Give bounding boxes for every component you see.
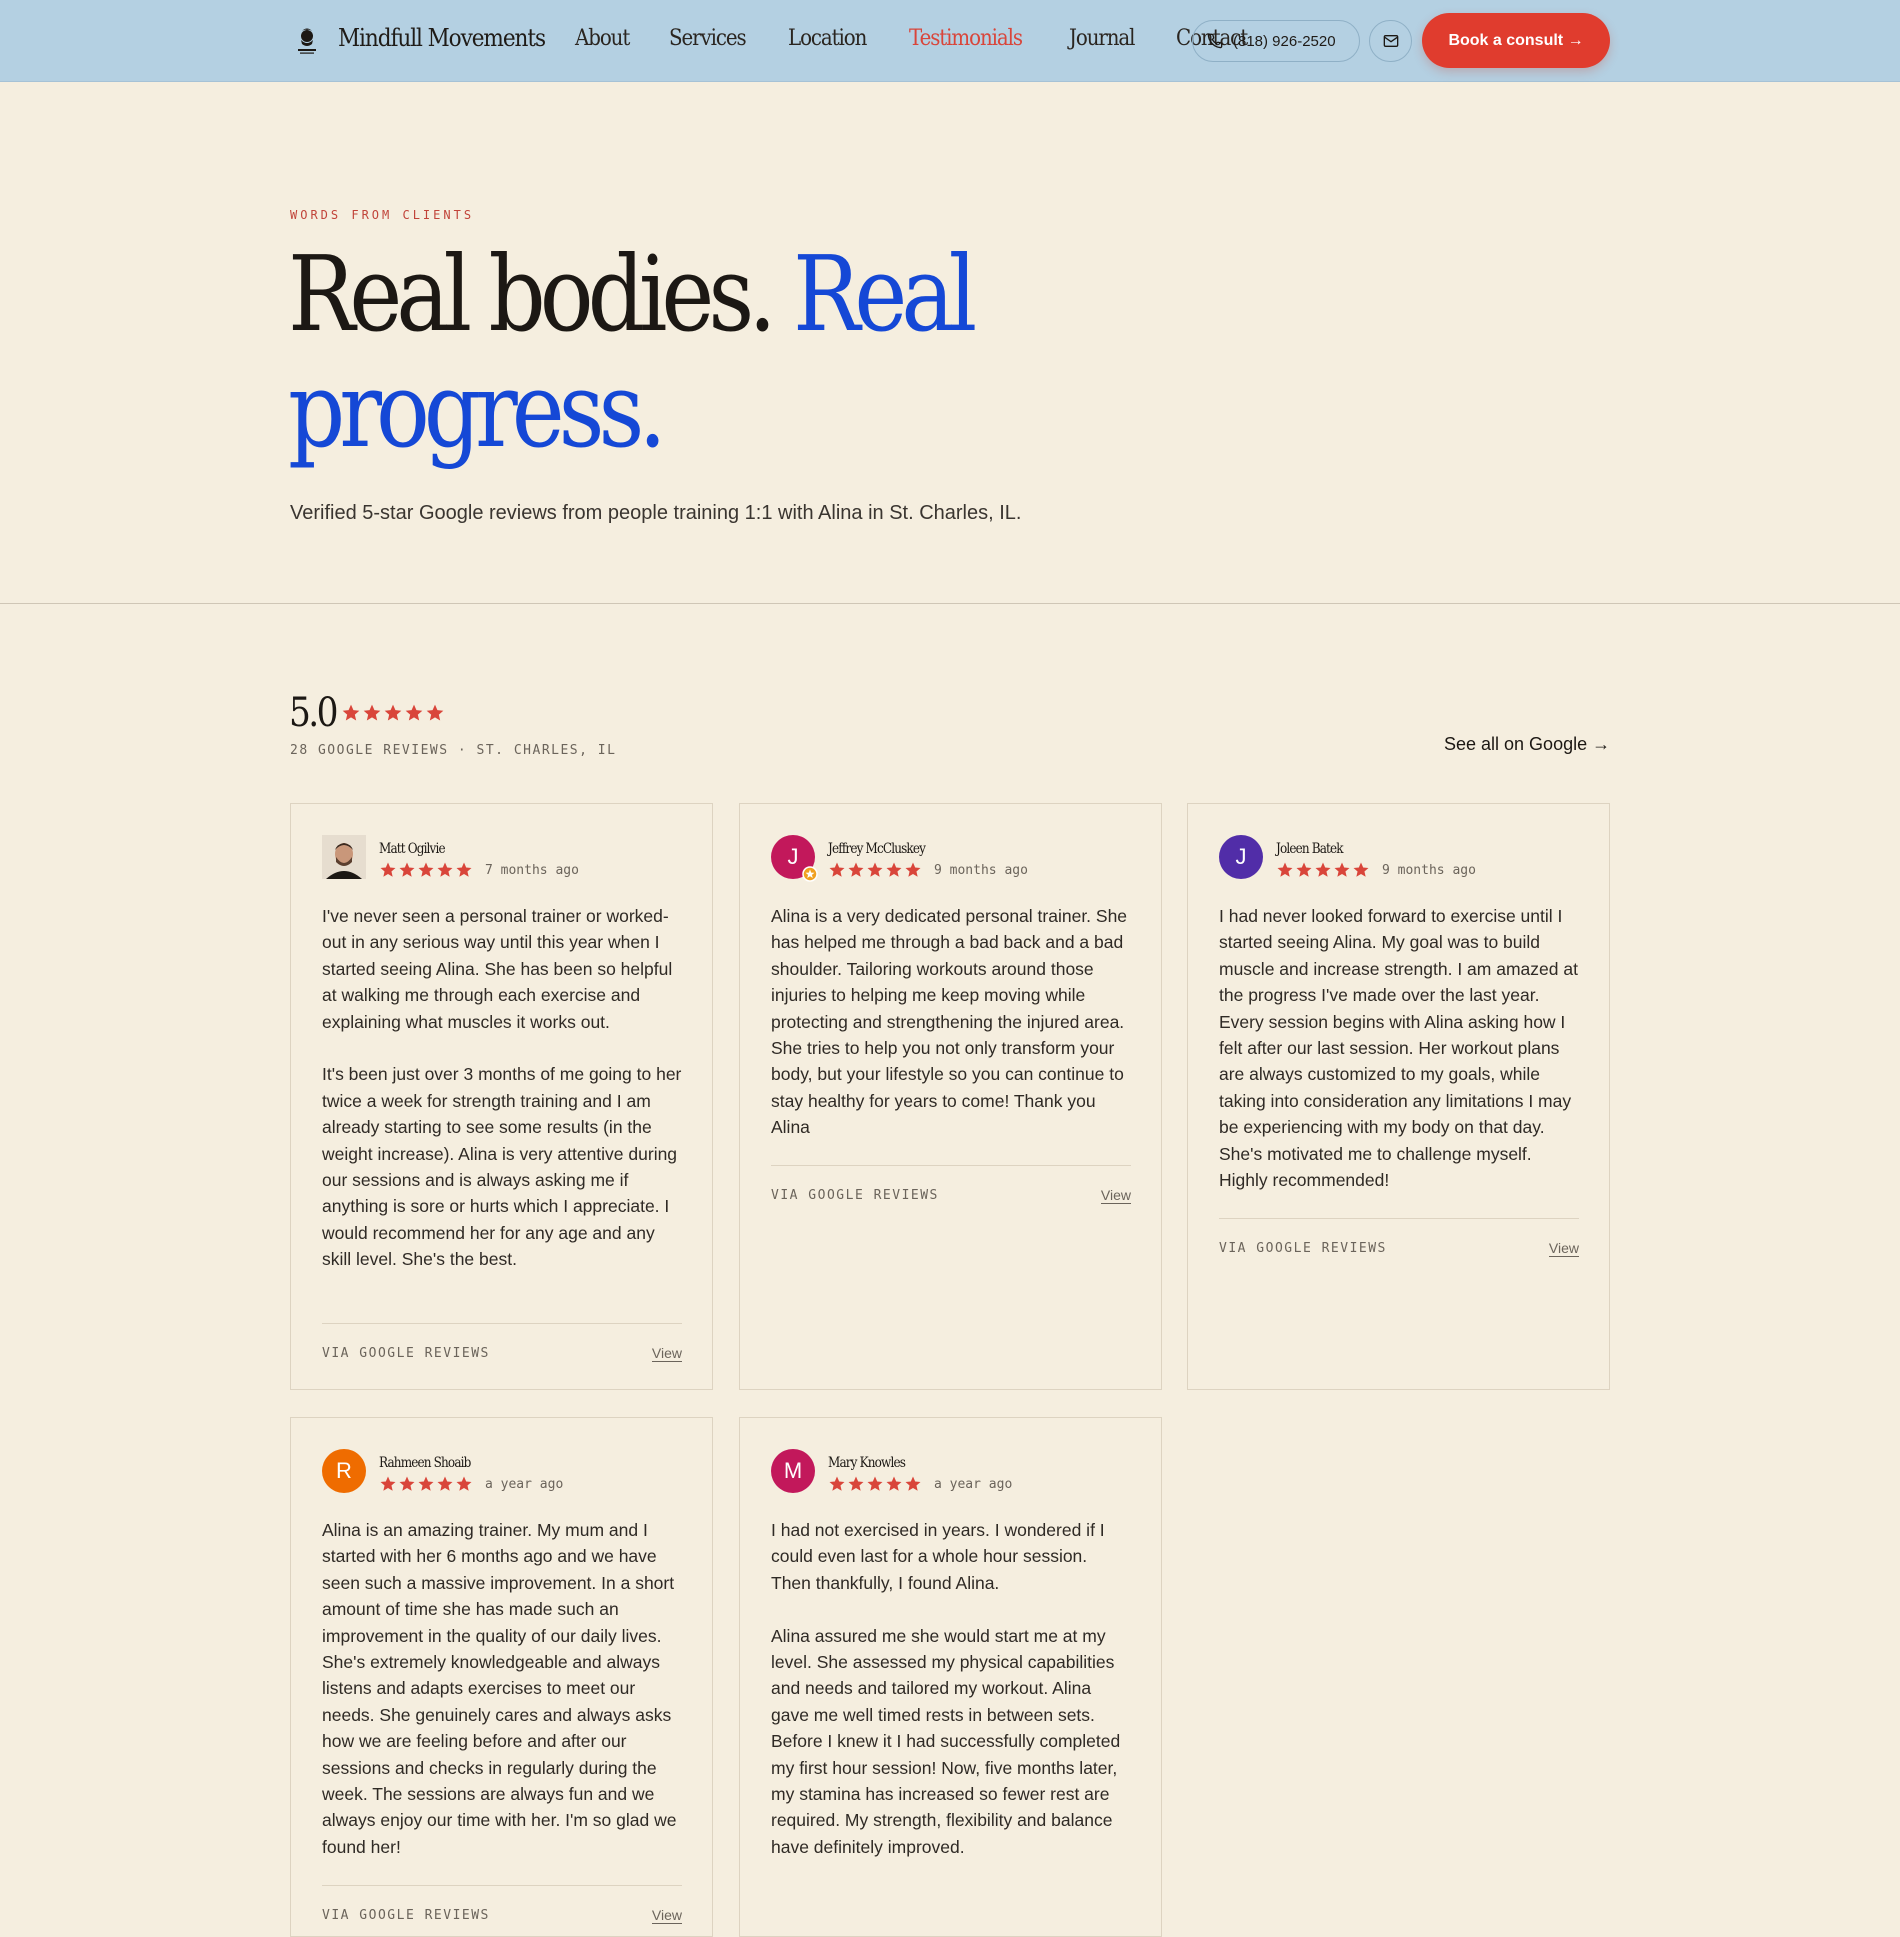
star-icon — [425, 703, 445, 723]
nav-contact[interactable]: Contact — [1175, 26, 1247, 51]
review-time: 9 months ago — [1382, 863, 1476, 878]
mail-icon — [1383, 34, 1399, 48]
reviewer-photo-icon — [322, 835, 366, 879]
brand-logo-icon[interactable] — [292, 24, 322, 56]
reviewer-name: Matt Ogilvie — [379, 841, 445, 857]
review-count: 28 GOOGLE REVIEWS · ST. CHARLES, IL — [290, 743, 617, 758]
avatar: M — [771, 1449, 815, 1493]
star-icon — [1333, 861, 1351, 879]
review-source: VIA GOOGLE REVIEWS — [1219, 1241, 1387, 1256]
phone-button[interactable] — [1192, 20, 1360, 62]
star-icon — [455, 1475, 473, 1493]
star-icon — [847, 861, 865, 879]
review-source: VIA GOOGLE REVIEWS — [322, 1908, 490, 1923]
page-title — [288, 233, 976, 471]
verified-badge-icon — [802, 866, 818, 882]
star-icon — [885, 861, 903, 879]
review-time: 9 months ago — [934, 863, 1028, 878]
avatar — [322, 835, 366, 879]
rating-score: 5.0 — [289, 690, 336, 736]
phone-number: (818) 926-2520 — [1233, 32, 1336, 50]
brand-name[interactable]: Mindfull Movements — [338, 24, 545, 52]
review-time: a year ago — [485, 1477, 564, 1492]
main-nav — [575, 26, 1288, 51]
star-icon — [417, 1475, 435, 1493]
review-stars — [379, 861, 474, 884]
card-footer — [771, 1165, 1131, 1203]
star-icon — [404, 703, 424, 723]
avatar: J — [771, 835, 815, 879]
star-icon — [341, 703, 361, 723]
nav-journal[interactable]: Journal — [1068, 26, 1135, 51]
view-review-link[interactable]: View — [1100, 1187, 1131, 1203]
phone-icon — [1207, 33, 1223, 49]
review-card — [739, 803, 1162, 1390]
review-text: Alina is a very dedicated personal trainer. She has helped me through a bad back and a bad shoulder. Tailoring workouts around those injuries to helping me keep moving while protecting and strengthening the injured area. She tries to help you not only transform your body, but your lifestyle so you can continue to stay healthy for years to come! Thank you Alina — [771, 906, 1128, 1138]
headline-main: Real bodies. — [288, 233, 771, 355]
star-icon — [436, 1475, 454, 1493]
avatar: R — [322, 1449, 366, 1493]
star-icon — [383, 703, 403, 723]
avatar: J — [1219, 835, 1263, 879]
star-icon — [885, 1475, 903, 1493]
review-source: VIA GOOGLE REVIEWS — [322, 1346, 490, 1361]
review-time: 7 months ago — [485, 863, 579, 878]
star-icon — [1314, 861, 1332, 879]
see-all-google-link[interactable]: See all on Google → — [1444, 734, 1611, 754]
review-text: Alina is an amazing trainer. My mum and I started with her 6 months ago and we have seen such a massive improvement. In a short amount of time she has made such an improvement in the quality of our daily lives. She's extremely knowledgeable and always listens and adapts exercises to meet our needs. She genuinely cares and always asks how we are feeling before and after our sessions and checks in regularly during the week. The sessions are always fun and we always enjoy our time with her. I'm so glad we found her! — [322, 1520, 677, 1857]
reviewer-name: Mary Knowles — [828, 1455, 906, 1471]
reviewer-name: Joleen Batek — [1276, 841, 1343, 857]
review-card — [290, 803, 713, 1390]
reviewer-name: Rahmeen Shoaib — [379, 1455, 471, 1471]
star-icon — [362, 703, 382, 723]
review-stars — [828, 861, 923, 884]
review-card — [1187, 803, 1610, 1390]
nav-services[interactable]: Services — [669, 26, 746, 51]
nav-testimonials[interactable]: Testimonials — [909, 26, 1023, 51]
review-card — [739, 1417, 1162, 1937]
star-icon — [1276, 861, 1294, 879]
view-review-link[interactable]: View — [651, 1345, 682, 1361]
star-icon — [455, 861, 473, 879]
review-stars — [1276, 861, 1371, 884]
star-icon — [847, 1475, 865, 1493]
review-time: a year ago — [934, 1477, 1013, 1492]
email-button[interactable] — [1369, 20, 1412, 62]
headline-accent: Real progress. — [288, 233, 972, 471]
review-text: I had never looked forward to exercise until I started seeing Alina. My goal was to build muscle and increase strength. I am amazed at the progress I've made over the last year. Every session begins with Alina asking how I felt after our last session. Her workout plans are always customized to my goals, while taking into consideration any limitations I may be experiencing with my body on that day. She's motivated me to challenge myself. Highly recommended! — [1219, 906, 1578, 1191]
star-icon — [866, 1475, 884, 1493]
card-footer — [322, 1323, 682, 1361]
section-eyebrow: WORDS FROM CLIENTS — [290, 208, 475, 222]
star-icon — [1352, 861, 1370, 879]
card-footer — [1219, 1218, 1579, 1256]
star-icon — [398, 861, 416, 879]
section-divider — [0, 603, 1900, 604]
view-review-link[interactable]: View — [651, 1907, 682, 1923]
nav-about[interactable]: About — [575, 26, 630, 51]
book-consult-button[interactable]: Book a consult → — [1422, 13, 1610, 68]
review-text: I had not exercised in years. I wondered if I could even last for a whole hour session. Then thankfully, I found Alina. Alina assured me she would start me at my level. She assessed my physical capabilities and needs and tailored my workout. Alina gave me well timed rests in between sets. Before I knew it I had successfully completed my first hour session! Now, five months later, my stamina has increased so fewer rest are required. My strength, flexibility and balance have definitely improved. — [771, 1520, 1121, 1857]
star-icon — [436, 861, 454, 879]
reviewer-name: Jeffrey McCluskey — [828, 841, 926, 857]
card-footer — [322, 1885, 682, 1923]
review-card — [290, 1417, 713, 1937]
star-icon — [1295, 861, 1313, 879]
review-source: VIA GOOGLE REVIEWS — [771, 1188, 939, 1203]
star-icon — [379, 861, 397, 879]
star-icon — [904, 861, 922, 879]
rating-stars — [341, 703, 446, 728]
nav-location[interactable]: Location — [788, 26, 867, 51]
review-stars — [828, 1475, 923, 1498]
star-icon — [398, 1475, 416, 1493]
site-header — [0, 0, 1900, 82]
star-icon — [828, 861, 846, 879]
star-icon — [904, 1475, 922, 1493]
star-icon — [417, 861, 435, 879]
view-review-link[interactable]: View — [1548, 1240, 1579, 1256]
star-icon — [866, 861, 884, 879]
page-subtitle: Verified 5-star Google reviews from people training 1:1 with Alina in St. Charles, IL. — [290, 502, 1022, 524]
star-icon — [828, 1475, 846, 1493]
review-stars — [379, 1475, 474, 1498]
review-text: I've never seen a personal trainer or worked-out in any serious way until this year when I started seeing Alina. She has been so helpful at walking me through each exercise and explaining what muscles it works out. It's been just over 3 months of me going to her twice a week for strength training and I am already starting to see some results (in the weight increase). Alina is very attentive during our sessions and is always asking me if anything is sore or hurts which I appreciate. I would recommend her for any age and any skill level. She's the best. — [322, 906, 682, 1270]
star-icon — [379, 1475, 397, 1493]
